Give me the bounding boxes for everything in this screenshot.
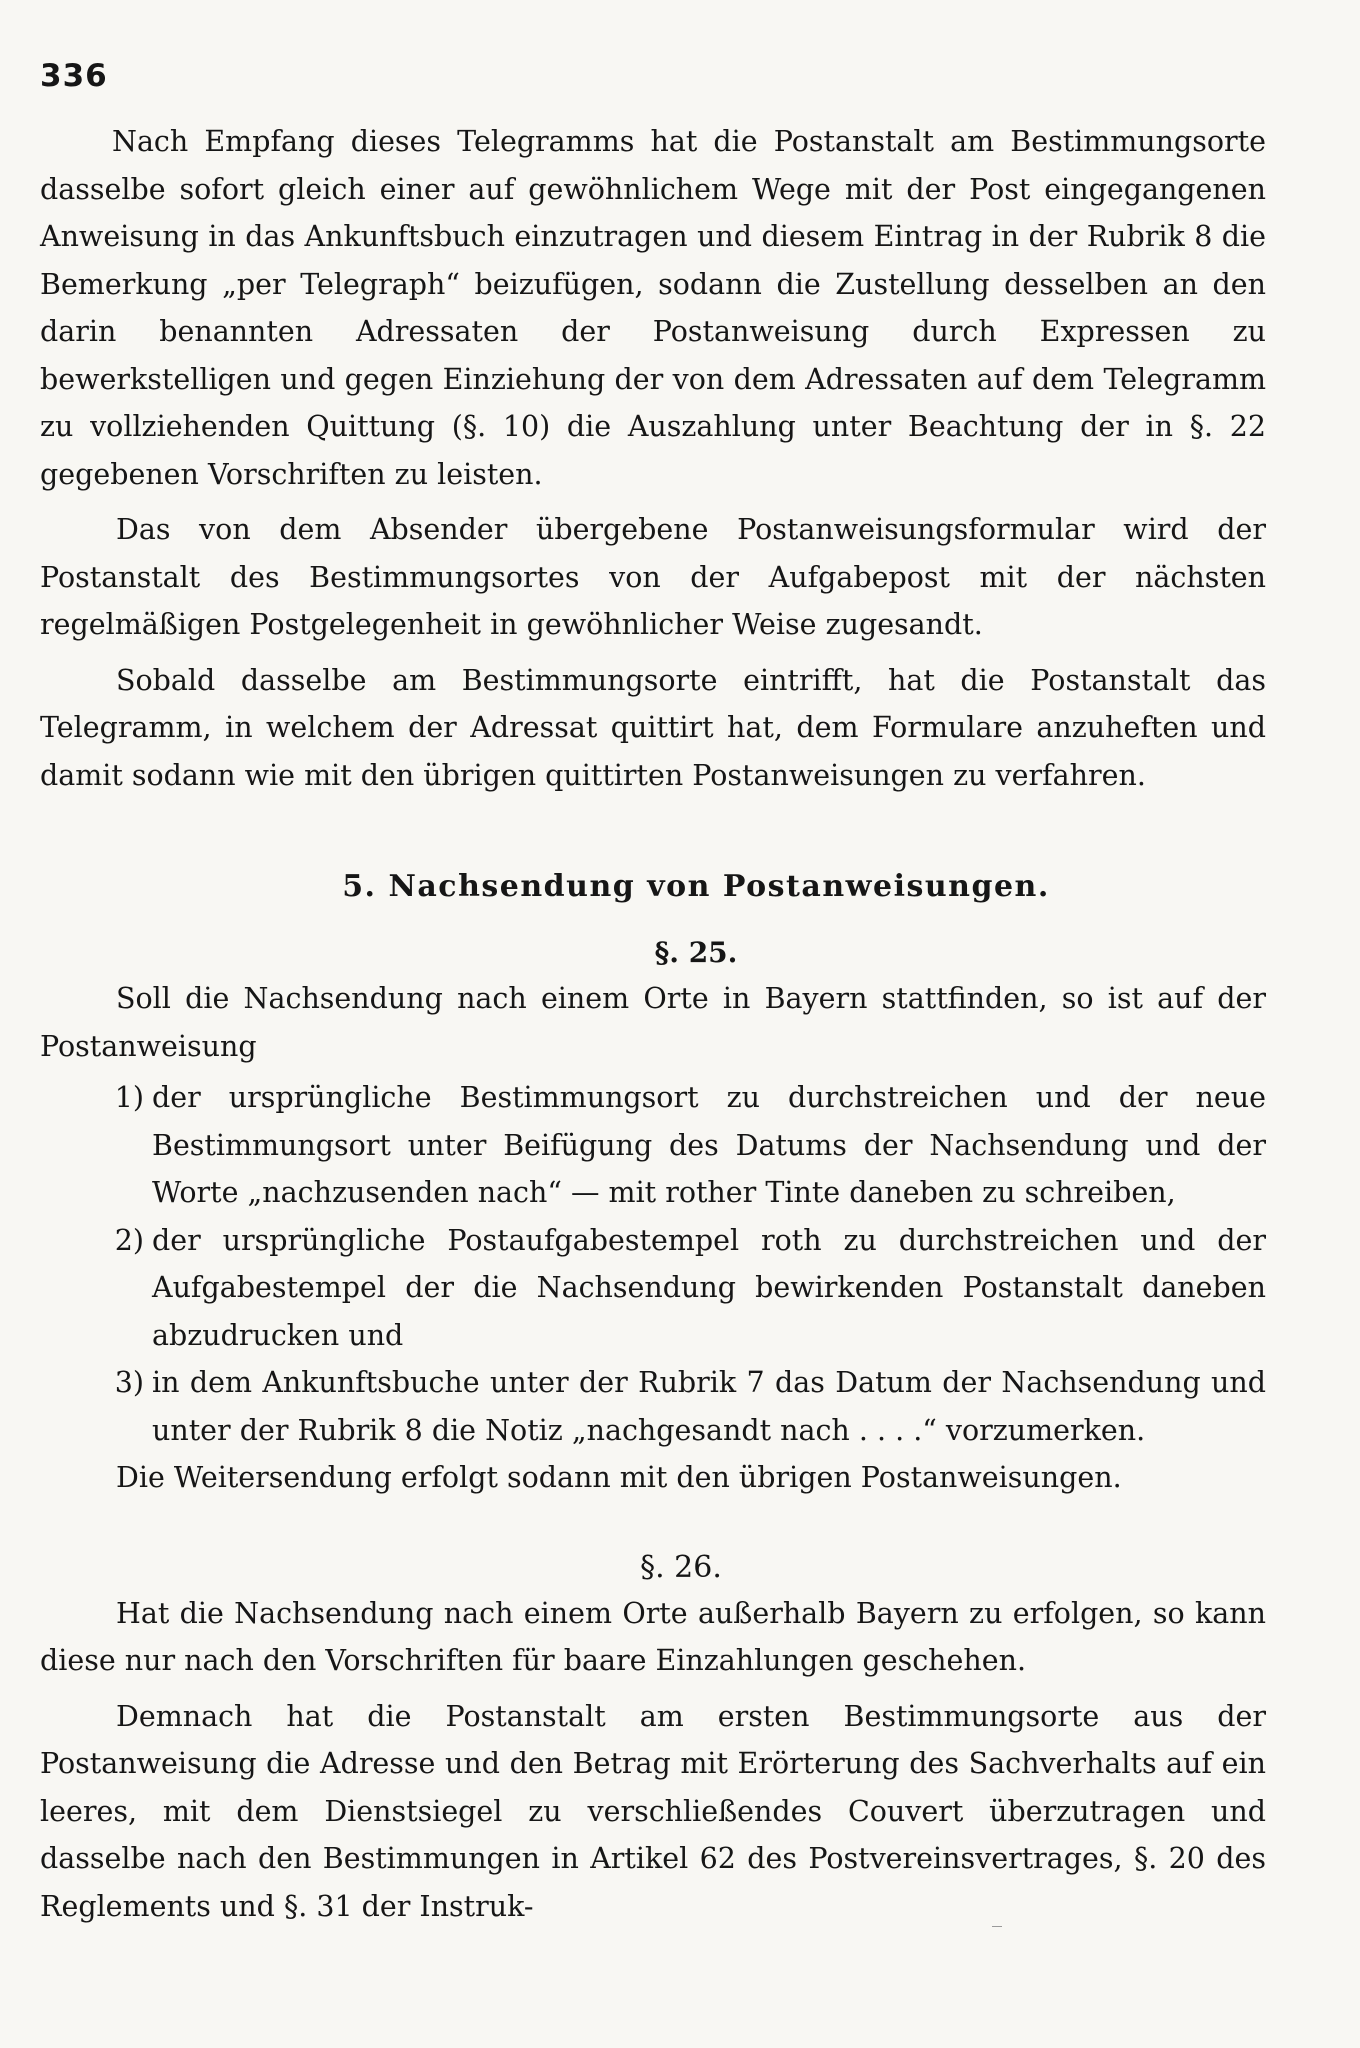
instruction-text: in dem Ankunftsbuche unter der Rubrik 7 das Datum der Nachsendung und unter der Rubrik 8 die Notiz „nachgesandt nach . . . .“ vorzumerken. (152, 1366, 1266, 1447)
paragraph-section-26-second: Demnach hat die Postanstalt am ersten Bestimmungsorte aus der Postanweisung die Adresse und den Betrag mit Erörterung des Sachverhalts auf ein leeres, mit dem Dienstsiegel zu verschließendes Couvert überzutragen und dasselbe nach den Bestimmungen in Artikel 62 des Postvereinsvertrages, §. 20 des Reglements und §. 31 der Instruk- (40, 1699, 1266, 1923)
paragraph-form-forwarding: Das von dem Absender übergebene Postanweisungsformular wird der Postanstalt des Bestimmungsortes von der Aufgabepost mit der nächsten regelmäßigen Postgelegenheit in gewöhnlicher Weise zugesandt. (40, 513, 1266, 641)
instruction-number: 3) (114, 1366, 144, 1399)
numbered-instructions (40, 1074, 1266, 1454)
paragraph-telegram-delivery: Nach Empfang dieses Telegramms hat die Postanstalt am Bestimmungsorte dasselbe sofort gleich einer auf gewöhnlichem Wege mit der Post eingegangenen Anweisung in das Ankunftsbuch einzutragen und diesem Eintrag in der Rubrik 8 die Bemerkung „per Telegraph“ beizufügen, sodann die Zustellung desselben an den darin benannten Adressaten der Postanweisung durch Expressen zu bewerkstelligen und gegen Einziehung der von dem Adressaten auf dem Telegramm zu vollziehenden Quittung (§. 10) die Auszahlung unter Beachtung der in §. 22 gegebenen Vorschriften zu leisten. (40, 125, 1266, 491)
instruction-number: 2) (114, 1223, 144, 1257)
instruction-number: 1) (114, 1081, 144, 1114)
instruction-text: der ursprüngliche Bestimmungsort zu durchstreichen und der neue Bestimmungsort unter Beifügung des Datums der Nachsendung und der Worte „nachzusenden nach“ — mit rother Tinte daneben zu schreiben, (152, 1081, 1266, 1209)
instruction-text: der ursprüngliche Postaufgabestempel roth zu durchstreichen und der Aufgabestempel der die Nachsendung bewirkenden Postanstalt daneben abzudrucken und (152, 1223, 1266, 1352)
page-mark (992, 1926, 1002, 1927)
instruction-item (40, 1074, 1266, 1217)
paragraph-section-25-intro: Soll die Nachsendung nach einem Orte in Bayern stattfinden, so ist auf der Postanweisung (40, 982, 1266, 1063)
instruction-item (40, 1359, 1266, 1454)
page-number: 336 (40, 58, 108, 94)
section-label-26: §. 26. (640, 1549, 722, 1585)
document-content (40, 118, 1266, 1930)
paragraph-section-25-outro: Die Weitersendung erfolgt sodann mit den übrigen Postanweisungen. (116, 1461, 1122, 1494)
instruction-item (40, 1217, 1266, 1360)
paragraph-section-26-first: Hat die Nachsendung nach einem Orte außerhalb Bayern zu erfolgen, so kann diese nur nach den Vorschriften für baare Einzahlungen geschehen. (40, 1596, 1266, 1677)
section-heading-5: 5. Nachsendung von Postanweisungen. (342, 869, 1050, 904)
section-label-25: §. 25. (654, 936, 738, 969)
paragraph-receipt-handling: Sobald dasselbe am Bestimmungsorte eintrifft, hat die Postanstalt das Telegramm, in welchem der Adressat quittirt hat, dem Formulare anzuheften und damit sodann wie mit den übrigen quittirten Postanweisungen zu verfahren. (40, 663, 1266, 792)
